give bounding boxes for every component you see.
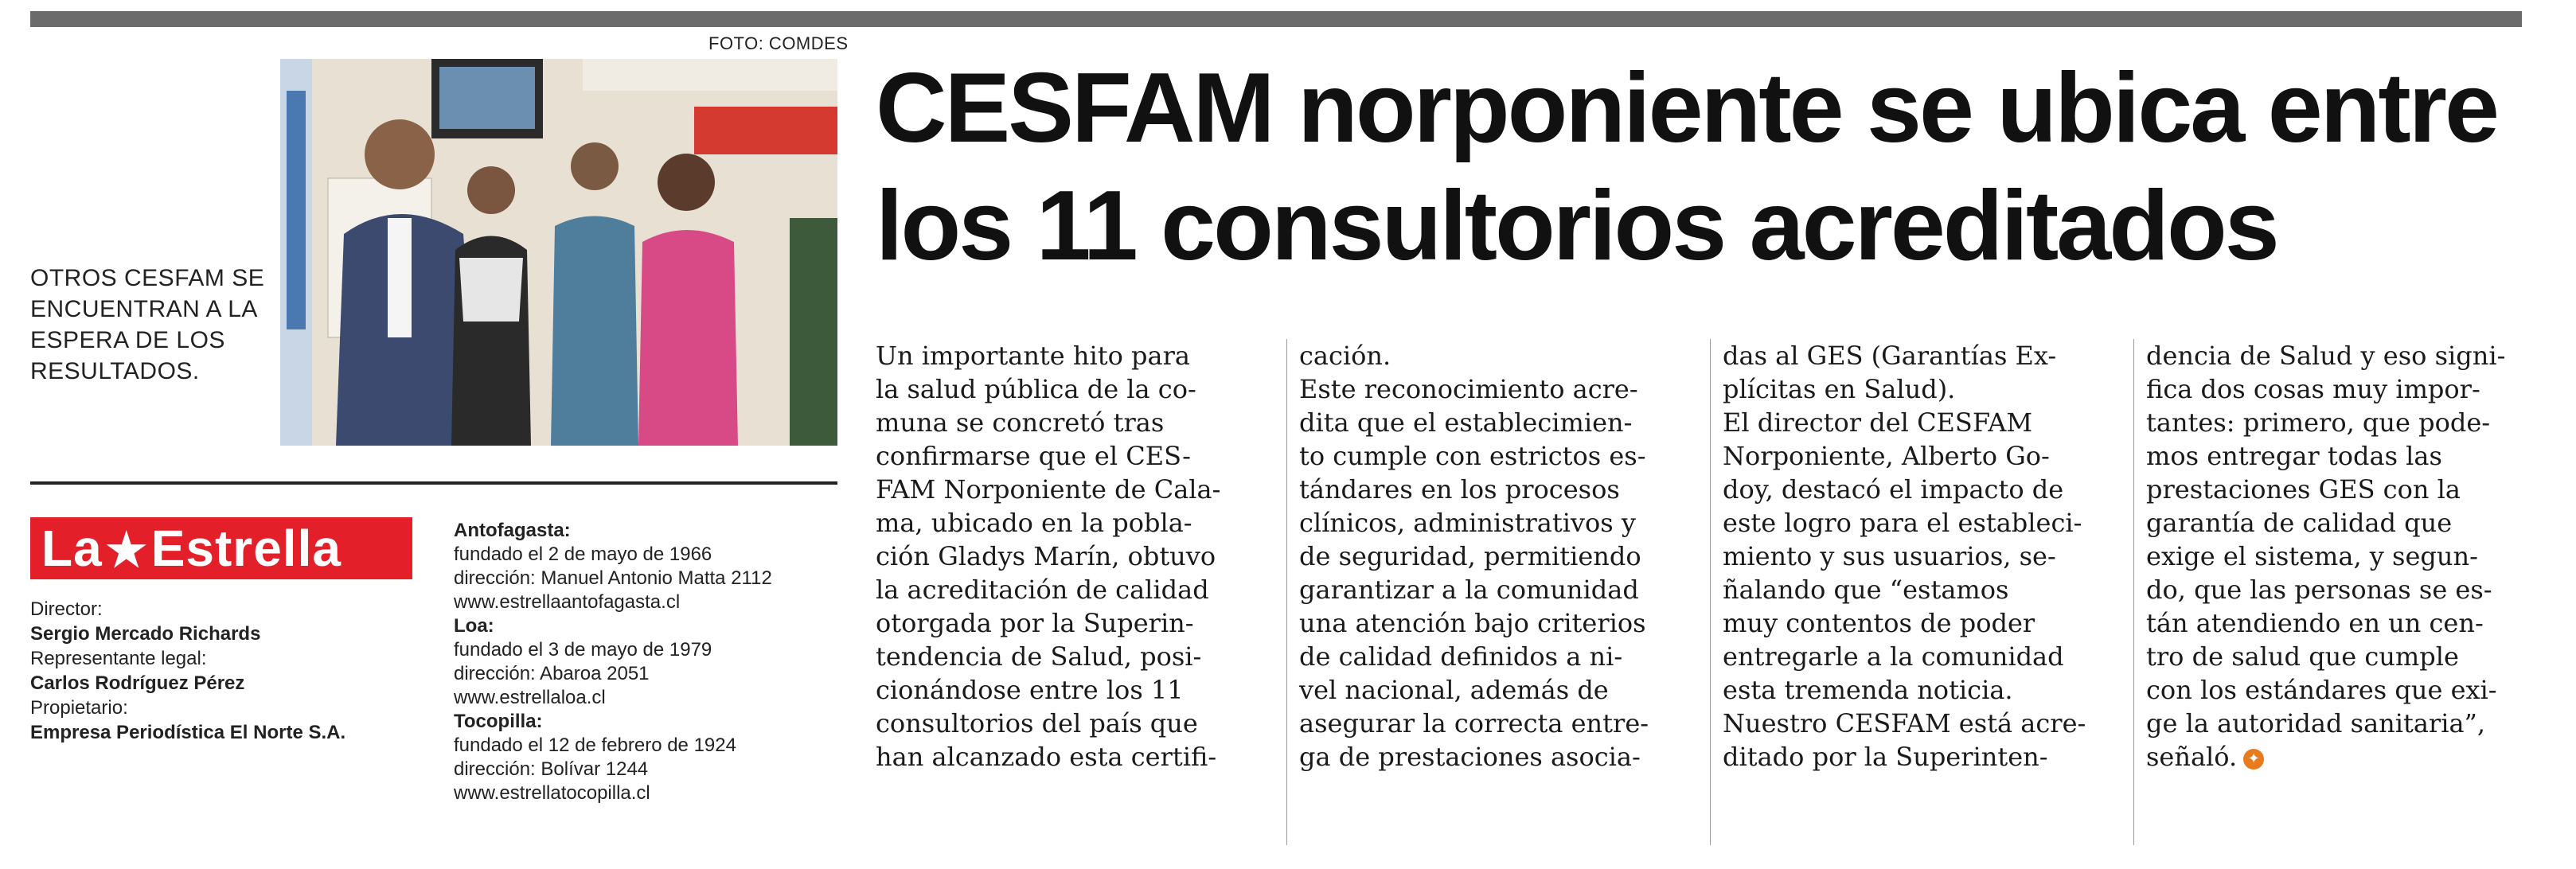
column-rule (1286, 339, 1287, 845)
article-column-3 (1723, 339, 2121, 774)
article-line: das al GES (Garantías Ex- (1723, 341, 2057, 371)
article-line: consultorios del país que (876, 708, 1198, 738)
staff-box (30, 597, 444, 745)
article-line: esta tremenda noticia. (1723, 675, 2013, 705)
article-line: ñalando que “estamos (1723, 575, 2009, 605)
headline-line: los 11 consultorios acreditados (876, 171, 2277, 281)
article-line: muna se concretó tras (876, 407, 1165, 438)
photo-illustration (280, 59, 837, 446)
article-line: mos entregar todas las (2146, 441, 2442, 471)
article-line: dita que el establecimien- (1299, 407, 1633, 438)
staff-name: Carlos Rodríguez Pérez (30, 672, 245, 694)
caption-line: RESULTADOS. (30, 358, 200, 384)
office-address: dirección: Abaroa 2051 (454, 663, 650, 684)
article-line: la acreditación de calidad (876, 575, 1209, 605)
article-line: con los estándares que exi- (2146, 675, 2497, 705)
office-city: Loa: (454, 615, 494, 637)
office-founded: fundado el 3 de mayo de 1979 (454, 639, 712, 661)
office-address: dirección: Bolívar 1244 (454, 758, 649, 780)
office-founded: fundado el 12 de febrero de 1924 (454, 735, 736, 756)
office-web: www.estrellaantofagasta.cl (454, 591, 681, 613)
article-headline (876, 49, 2531, 285)
caption-line: OTROS CESFAM SE (30, 265, 265, 291)
article-line: muy contentos de poder (1723, 608, 2035, 638)
la-estrella-logo (30, 517, 412, 579)
article-line: Este reconocimiento acre- (1299, 374, 1638, 404)
article-line: dencia de Salud y eso signi- (2146, 341, 2506, 371)
office-web: www.estrellaloa.cl (454, 687, 606, 708)
article-line: do, que las personas se es- (2146, 575, 2492, 605)
article-line: ma, ubicado en la pobla- (876, 508, 1192, 538)
article-line: vel nacional, además de (1299, 675, 1609, 705)
article-line: tantes: primero, que pode- (2146, 407, 2491, 438)
logo-text-la: La (41, 520, 103, 577)
office-web: www.estrellatocopilla.cl (454, 782, 650, 804)
article-line: Un importante hito para (876, 341, 1190, 371)
photo-caption (30, 263, 269, 387)
article-line: tán atendiendo en un cen- (2146, 608, 2484, 638)
headline-line: CESFAM norponiente se ubica entre (876, 53, 2497, 163)
article-line: asegurar la correcta entre- (1299, 708, 1649, 738)
office-founded: fundado el 2 de mayo de 1966 (454, 544, 712, 565)
article-line: to cumple con estrictos es- (1299, 441, 1646, 471)
article-line: plícitas en Salud). (1723, 374, 1956, 404)
article-line: miento y sus usuarios, se- (1723, 541, 2056, 571)
staff-role: Propietario: (30, 697, 128, 719)
article-line: la salud pública de la co- (876, 374, 1196, 404)
article-line: ditado por la Superinten- (1723, 742, 2048, 772)
article-line: este logro para el estableci- (1723, 508, 2082, 538)
article-line: garantizar a la comunidad (1299, 575, 1639, 605)
article-line: una atención bajo criterios (1299, 608, 1646, 638)
article-line: señaló. ✦ (2146, 740, 2528, 774)
staff-name: Sergio Mercado Richards (30, 623, 261, 645)
article-line: Norponiente, Alberto Go- (1723, 441, 2050, 471)
column-rule (1710, 339, 1711, 845)
staff-name: Empresa Periodística El Norte S.A. (30, 722, 346, 743)
article-column-1 (876, 339, 1274, 774)
article-line: garantía de calidad que (2146, 508, 2453, 538)
column-rule (2133, 339, 2134, 845)
article-line: exige el sistema, y segun- (2146, 541, 2478, 571)
office-city: Antofagasta: (454, 520, 571, 541)
article-line: ge la autoridad sanitaria”, (2146, 708, 2486, 738)
article-line: han alcanzado esta certifi- (876, 742, 1217, 772)
article-column-4 (2146, 339, 2528, 774)
article-photo (280, 59, 837, 446)
article-line: FAM Norponiente de Cala- (876, 474, 1221, 505)
caption-line: ENCUENTRAN A LA (30, 296, 258, 322)
staff-role: Representante legal: (30, 648, 207, 669)
office-address: dirección: Manuel Antonio Matta 2112 (454, 567, 772, 589)
article-column-2 (1299, 339, 1697, 774)
masthead-divider (30, 481, 837, 485)
article-line: de seguridad, permitiendo (1299, 541, 1641, 571)
article-line: ga de prestaciones asocia- (1299, 742, 1641, 772)
article-line: Nuestro CESFAM está acre- (1723, 708, 2086, 738)
end-mark-icon: ✦ (2243, 749, 2264, 770)
top-rule (30, 11, 2522, 27)
article-line: cionándose entre los 11 (876, 675, 1184, 705)
photo-credit: FOTO: COMDES (708, 33, 849, 53)
article-line: clínicos, administrativos y (1299, 508, 1636, 538)
article-line: de calidad definidos a ni- (1299, 641, 1623, 672)
article-line: El director del CESFAM (1723, 407, 2033, 438)
article-line: tándares en los procesos (1299, 474, 1620, 505)
logo-text-estrella: Estrella (150, 520, 342, 577)
article-line: ción Gladys Marín, obtuvo (876, 541, 1216, 571)
article-line: entregarle a la comunidad (1723, 641, 2064, 672)
article-line: confirmarse que el CES- (876, 441, 1191, 471)
staff-role: Director: (30, 598, 103, 620)
article-line: fica dos cosas muy impor- (2146, 374, 2480, 404)
offices-box (454, 519, 852, 805)
office-city: Tocopilla: (454, 711, 543, 732)
star-icon: ★ (105, 524, 148, 576)
article-line: doy, destacó el impacto de (1723, 474, 2064, 505)
article-line: prestaciones GES con la (2146, 474, 2461, 505)
article-line: tendencia de Salud, posi- (876, 641, 1202, 672)
caption-line: ESPERA DE LOS (30, 327, 225, 353)
article-line: otorgada por la Superin- (876, 608, 1194, 638)
article-line: tro de salud que cumple (2146, 641, 2459, 672)
article-line: cación. (1299, 341, 1391, 371)
